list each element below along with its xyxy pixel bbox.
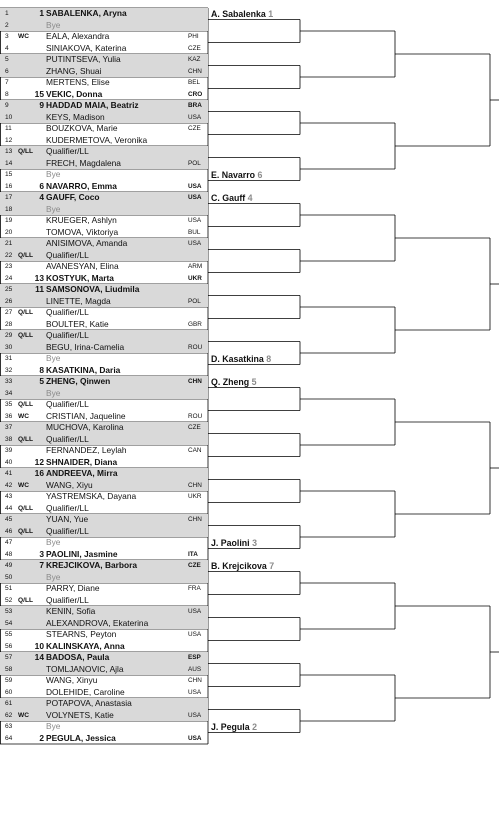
player-name: Qualifier/LL xyxy=(46,330,89,340)
draw-entry-row xyxy=(0,342,208,354)
country-code: USA xyxy=(188,240,202,247)
country-code: CRO xyxy=(188,90,203,98)
seed-number: 1 xyxy=(39,8,44,18)
entry-status-tag: Q/LL xyxy=(18,401,34,408)
draw-position-number: 33 xyxy=(5,378,13,385)
country-code: USA xyxy=(188,688,202,696)
draw-position-number: 25 xyxy=(5,286,13,293)
draw-entry-row xyxy=(0,549,208,561)
draw-entry-row xyxy=(0,388,208,400)
player-name: PUTINTSEVA, Yulia xyxy=(46,54,121,64)
draw-position-number: 52 xyxy=(5,596,13,604)
draw-position-number: 13 xyxy=(5,148,13,155)
country-code: CZE xyxy=(188,424,201,431)
draw-position-number: 59 xyxy=(5,677,13,684)
country-code: CHN xyxy=(188,481,202,489)
draw-entry-row xyxy=(0,618,208,630)
draw-position-number: 35 xyxy=(5,401,13,408)
entry-status-tag: Q/LL xyxy=(18,251,34,259)
advancer-name: J. Pegula xyxy=(211,722,250,732)
seed-number: 14 xyxy=(34,652,44,662)
player-name: KUDERMETOVA, Veronika xyxy=(46,134,148,145)
player-name: FRECH, Magdalena xyxy=(46,157,121,168)
player-name: Qualifier/LL xyxy=(46,399,89,409)
country-code: ESP xyxy=(188,654,201,661)
draw-entry-row xyxy=(0,89,208,101)
draw-entry-row xyxy=(0,135,208,147)
country-code: USA xyxy=(188,194,202,201)
draw-position-number: 53 xyxy=(5,608,13,615)
draw-position-number: 21 xyxy=(5,240,13,247)
draw-entry-row xyxy=(0,733,208,745)
draw-entry-row xyxy=(0,468,208,480)
player-name: BADOSA, Paula xyxy=(46,652,110,662)
draw-entry-row xyxy=(0,169,208,181)
player-name: KREJCIKOVA, Barbora xyxy=(46,560,138,570)
player-name: STEARNS, Peyton xyxy=(46,629,117,639)
draw-position-number: 18 xyxy=(5,205,13,213)
player-name: KASATKINA, Daria xyxy=(46,364,121,375)
draw-entry-row xyxy=(0,319,208,331)
seed-number: 6 xyxy=(39,180,44,191)
advancer-seed: 7 xyxy=(269,561,275,571)
draw-entry-row xyxy=(0,43,208,55)
draw-position-number: 38 xyxy=(5,435,13,443)
country-code: USA xyxy=(188,217,202,224)
country-code: CHN xyxy=(188,516,202,523)
draw-position-number: 22 xyxy=(5,251,13,259)
country-code: CAN xyxy=(188,447,202,454)
entry-status-tag: WC xyxy=(18,33,29,40)
country-code: ARM xyxy=(188,263,203,270)
draw-position-number: 24 xyxy=(5,274,13,282)
country-code: CZE xyxy=(188,125,201,132)
draw-entry-row xyxy=(0,514,208,526)
draw-position-number: 16 xyxy=(5,182,13,190)
country-code: ROU xyxy=(188,412,203,420)
draw-entry-row xyxy=(0,77,208,89)
player-name: WANG, Xiyu xyxy=(46,479,93,490)
country-code: PHI xyxy=(188,33,199,40)
draw-entry-row xyxy=(0,54,208,66)
player-name: POTAPOVA, Anastasia xyxy=(46,698,132,708)
draw-position-number: 36 xyxy=(5,412,13,420)
advancer-seed: 1 xyxy=(268,9,274,19)
draw-entry-row xyxy=(0,146,208,158)
draw-position-number: 6 xyxy=(5,67,9,75)
seed-number: 13 xyxy=(34,272,44,283)
player-name: SABALENKA, Aryna xyxy=(46,8,127,18)
draw-entry-row xyxy=(0,480,208,492)
draw-position-number: 32 xyxy=(5,366,13,374)
player-name: YASTREMSKA, Dayana xyxy=(46,491,137,501)
draw-entry-row xyxy=(0,606,208,618)
seed-number: 2 xyxy=(39,732,44,743)
advancer-name: B. Krejcikova xyxy=(211,561,267,571)
country-code: ITA xyxy=(188,550,198,558)
draw-entry-row xyxy=(0,215,208,227)
country-code: CHN xyxy=(188,677,202,684)
player-name: BOUZKOVA, Marie xyxy=(46,123,118,133)
draw-position-number: 45 xyxy=(5,516,13,523)
player-name: Bye xyxy=(46,19,61,30)
draw-position-number: 51 xyxy=(5,585,13,592)
country-code: BEL xyxy=(188,79,201,86)
player-name: BEGU, Irina-Camelia xyxy=(46,341,125,352)
country-code: UKR xyxy=(188,274,202,282)
player-name: SINIAKOVA, Katerina xyxy=(46,42,127,53)
advancer-label xyxy=(211,538,257,549)
player-name: ZHANG, Shuai xyxy=(46,65,102,76)
player-name: Bye xyxy=(46,169,61,179)
draw-position-number: 63 xyxy=(5,723,13,730)
draw-position-number: 50 xyxy=(5,573,13,581)
seed-number: 16 xyxy=(34,468,44,478)
draw-position-number: 12 xyxy=(5,136,13,144)
player-name: Qualifier/LL xyxy=(46,249,89,260)
advancer-seed: 4 xyxy=(247,193,253,203)
seed-number: 5 xyxy=(39,376,44,386)
advancer-label xyxy=(211,561,274,572)
draw-position-number: 20 xyxy=(5,228,13,236)
player-name: ALEXANDROVA, Ekaterina xyxy=(46,617,149,628)
draw-entry-row xyxy=(0,365,208,377)
draw-entry-row xyxy=(0,445,208,457)
country-code: USA xyxy=(188,631,202,638)
draw-position-number: 27 xyxy=(5,309,13,316)
draw-position-number: 61 xyxy=(5,700,13,707)
player-name: KENIN, Sofia xyxy=(46,606,96,616)
draw-position-number: 43 xyxy=(5,493,13,500)
draw-entry-row xyxy=(0,227,208,239)
draw-position-number: 55 xyxy=(5,631,13,638)
country-code: USA xyxy=(188,113,202,121)
draw-position-number: 57 xyxy=(5,654,13,661)
entry-status-tag: Q/LL xyxy=(18,596,34,604)
player-name: EALA, Alexandra xyxy=(46,31,110,41)
draw-position-number: 64 xyxy=(5,734,13,742)
draw-position-number: 15 xyxy=(5,171,13,178)
player-name: HADDAD MAIA, Beatriz xyxy=(46,100,139,110)
player-name: KRUEGER, Ashlyn xyxy=(46,215,117,225)
draw-position-number: 14 xyxy=(5,159,13,167)
draw-entry-row xyxy=(0,664,208,676)
player-name: Bye xyxy=(46,721,61,731)
seed-number: 15 xyxy=(34,88,44,99)
advancer-name: D. Kasatkina xyxy=(211,354,264,364)
draw-position-number: 62 xyxy=(5,711,13,719)
draw-position-number: 42 xyxy=(5,481,13,489)
draw-entry-row xyxy=(0,261,208,273)
draw-position-number: 2 xyxy=(5,21,9,29)
player-name: GAUFF, Coco xyxy=(46,192,100,202)
advancer-name: A. Sabalenka xyxy=(211,9,266,19)
country-code: CHN xyxy=(188,378,202,385)
advancer-seed: 6 xyxy=(257,170,263,180)
advancer-label xyxy=(211,170,262,181)
draw-entry-row xyxy=(0,123,208,135)
country-code: UKR xyxy=(188,493,202,500)
player-name: Bye xyxy=(46,571,61,582)
draw-entry-row xyxy=(0,307,208,319)
draw-entry-row xyxy=(0,330,208,342)
draw-entry-row xyxy=(0,353,208,365)
draw-entry-row xyxy=(0,526,208,538)
draw-entry-row xyxy=(0,434,208,446)
entry-status-tag: Q/LL xyxy=(18,332,34,339)
draw-entry-row xyxy=(0,583,208,595)
draw-position-number: 56 xyxy=(5,642,13,650)
draw-position-number: 47 xyxy=(5,539,13,546)
player-name: CRISTIAN, Jaqueline xyxy=(46,410,126,421)
player-name: Qualifier/LL xyxy=(46,307,89,317)
country-code: CZE xyxy=(188,44,201,52)
player-name: PAOLINI, Jasmine xyxy=(46,548,118,559)
draw-entry-row xyxy=(0,503,208,515)
seed-number: 11 xyxy=(35,284,44,294)
advancer-label xyxy=(211,354,271,365)
draw-position-number: 26 xyxy=(5,297,13,305)
draw-position-number: 8 xyxy=(5,90,9,98)
draw-position-number: 37 xyxy=(5,424,13,431)
player-name: VEKIC, Donna xyxy=(46,88,103,99)
draw-position-number: 60 xyxy=(5,688,13,696)
seed-number: 3 xyxy=(39,548,44,559)
player-name: SAMSONOVA, Liudmila xyxy=(46,284,140,294)
draw-position-number: 31 xyxy=(5,355,13,362)
entry-status-tag: Q/LL xyxy=(18,309,34,316)
player-name: WANG, Xinyu xyxy=(46,675,98,685)
entry-status-tag: WC xyxy=(18,412,29,420)
country-code: BUL xyxy=(188,228,201,236)
draw-entry-row xyxy=(0,273,208,285)
draw-position-number: 28 xyxy=(5,320,13,328)
draw-entry-row xyxy=(0,100,208,112)
draw-position-number: 39 xyxy=(5,447,13,454)
draw-entry-row xyxy=(0,595,208,607)
player-name: NAVARRO, Emma xyxy=(46,180,117,191)
draw-entry-row xyxy=(0,296,208,308)
draw-position-number: 49 xyxy=(5,562,13,569)
entry-status-tag: Q/LL xyxy=(18,504,34,512)
draw-entry-row xyxy=(0,572,208,584)
player-name: MUCHOVA, Karolina xyxy=(46,422,124,432)
country-code: USA xyxy=(188,182,202,190)
player-name: TOMLJANOVIC, Ajla xyxy=(46,663,124,674)
advancer-seed: 5 xyxy=(251,377,257,387)
advancer-name: C. Gauff xyxy=(211,193,246,203)
player-name: VOLYNETS, Katie xyxy=(46,709,114,720)
entry-status-tag: Q/LL xyxy=(18,527,34,535)
draw-position-number: 29 xyxy=(5,332,13,339)
draw-entry-row xyxy=(0,698,208,710)
draw-position-number: 46 xyxy=(5,527,13,535)
player-name: Bye xyxy=(46,537,61,547)
seed-number: 10 xyxy=(34,640,44,651)
player-name: DOLEHIDE, Caroline xyxy=(46,686,125,697)
draw-position-number: 5 xyxy=(5,56,9,63)
country-code: USA xyxy=(188,608,202,615)
draw-position-number: 41 xyxy=(5,470,13,477)
draw-entry-row xyxy=(0,376,208,388)
draw-entry-row xyxy=(0,158,208,170)
draw-position-number: 48 xyxy=(5,550,13,558)
player-name: PEGULA, Jessica xyxy=(46,732,116,743)
country-code: USA xyxy=(188,734,202,742)
seed-number: 8 xyxy=(39,364,44,375)
player-name: LINETTE, Magda xyxy=(46,295,111,306)
player-name: ANISIMOVA, Amanda xyxy=(46,238,128,248)
country-code: CZE xyxy=(188,562,201,569)
draw-entry-row xyxy=(0,675,208,687)
draw-position-number: 40 xyxy=(5,458,13,466)
draw-entry-row xyxy=(0,31,208,43)
draw-position-number: 11 xyxy=(5,125,12,132)
draw-entry-row xyxy=(0,192,208,204)
draw-entry-row xyxy=(0,422,208,434)
draw-entry-row xyxy=(0,652,208,664)
draw-entry-row xyxy=(0,491,208,503)
entry-status-tag: WC xyxy=(18,481,29,489)
country-code: POL xyxy=(188,297,201,305)
draw-position-number: 34 xyxy=(5,389,13,397)
player-name: KEYS, Madison xyxy=(46,111,105,122)
draw-entry-row xyxy=(0,457,208,469)
draw-entry-row xyxy=(0,238,208,250)
advancer-label xyxy=(211,722,257,733)
country-code: POL xyxy=(188,159,201,167)
draw-entry-row xyxy=(0,20,208,32)
player-name: PARRY, Diane xyxy=(46,583,100,593)
draw-entry-row xyxy=(0,204,208,216)
player-name: SHNAIDER, Diana xyxy=(46,456,118,467)
draw-entry-row xyxy=(0,8,208,20)
advancer-name: Q. Zheng xyxy=(211,377,250,387)
player-name: Qualifier/LL xyxy=(46,594,89,605)
draw-entry-row xyxy=(0,284,208,296)
country-code: GBR xyxy=(188,320,202,328)
player-name: ZHENG, Qinwen xyxy=(46,376,111,386)
country-code: CHN xyxy=(188,67,202,75)
advancer-seed: 3 xyxy=(252,538,257,548)
player-name: Qualifier/LL xyxy=(46,146,89,156)
advancer-label xyxy=(211,193,253,204)
draw-position-number: 7 xyxy=(5,79,9,86)
seed-number: 9 xyxy=(39,100,44,110)
draw-entry-row xyxy=(0,721,208,733)
draw-position-number: 10 xyxy=(5,113,13,121)
country-code: BRA xyxy=(188,102,202,109)
draw-position-number: 54 xyxy=(5,619,13,627)
draw-position-number: 30 xyxy=(5,343,13,351)
draw-entry-row xyxy=(0,399,208,411)
player-name: KALINSKAYA, Anna xyxy=(46,640,125,651)
draw-entry-row xyxy=(0,560,208,572)
country-code: FRA xyxy=(188,585,201,592)
advancer-label xyxy=(211,9,273,20)
draw-entry-row xyxy=(0,537,208,549)
country-code: KAZ xyxy=(188,56,201,63)
player-name: Bye xyxy=(46,203,61,214)
player-name: YUAN, Yue xyxy=(46,514,89,524)
draw-entry-row xyxy=(0,641,208,653)
draw-position-number: 9 xyxy=(5,102,9,109)
draw-position-number: 17 xyxy=(5,194,13,201)
player-name: ANDREEVA, Mirra xyxy=(46,468,118,478)
draw-position-number: 19 xyxy=(5,217,13,224)
advancer-seed: 8 xyxy=(266,354,272,364)
player-name: Bye xyxy=(46,353,61,363)
country-code: AUS xyxy=(188,665,202,673)
country-code: USA xyxy=(188,711,202,719)
advancer-label xyxy=(211,377,256,388)
draw-entry-row xyxy=(0,629,208,641)
seed-number: 7 xyxy=(39,560,44,570)
player-name: Qualifier/LL xyxy=(46,502,89,513)
advancer-seed: 2 xyxy=(252,722,257,732)
draw-position-number: 23 xyxy=(5,263,13,270)
player-name: Qualifier/LL xyxy=(46,525,89,536)
player-name: BOULTER, Katie xyxy=(46,318,109,329)
player-name: Bye xyxy=(46,387,61,398)
draw-entry-row xyxy=(0,411,208,423)
player-name: MERTENS, Elise xyxy=(46,77,110,87)
draw-entry-row xyxy=(0,687,208,699)
draw-position-number: 3 xyxy=(5,33,9,40)
draw-position-number: 44 xyxy=(5,504,13,512)
player-name: AVANESYAN, Elina xyxy=(46,261,119,271)
draw-entry-row xyxy=(0,66,208,78)
player-name: Qualifier/LL xyxy=(46,433,89,444)
draw-position-number: 58 xyxy=(5,665,13,673)
draw-position-number: 1 xyxy=(5,10,9,17)
advancer-name: J. Paolini xyxy=(211,538,250,548)
seed-number: 12 xyxy=(34,456,44,467)
country-code: ROU xyxy=(188,343,203,351)
draw-position-number: 4 xyxy=(5,44,9,52)
draw-entry-row xyxy=(0,112,208,124)
draw-entry-row xyxy=(0,250,208,262)
entry-status-tag: Q/LL xyxy=(18,148,34,155)
advancer-name: E. Navarro xyxy=(211,170,256,180)
player-name: TOMOVA, Viktoriya xyxy=(46,226,119,237)
player-name: FERNANDEZ, Leylah xyxy=(46,445,127,455)
player-name: KOSTYUK, Marta xyxy=(46,272,114,283)
entry-status-tag: Q/LL xyxy=(18,435,34,443)
draw-entry-row xyxy=(0,710,208,722)
seed-number: 4 xyxy=(39,192,44,202)
entry-status-tag: WC xyxy=(18,711,29,719)
draw-entry-row xyxy=(0,181,208,193)
